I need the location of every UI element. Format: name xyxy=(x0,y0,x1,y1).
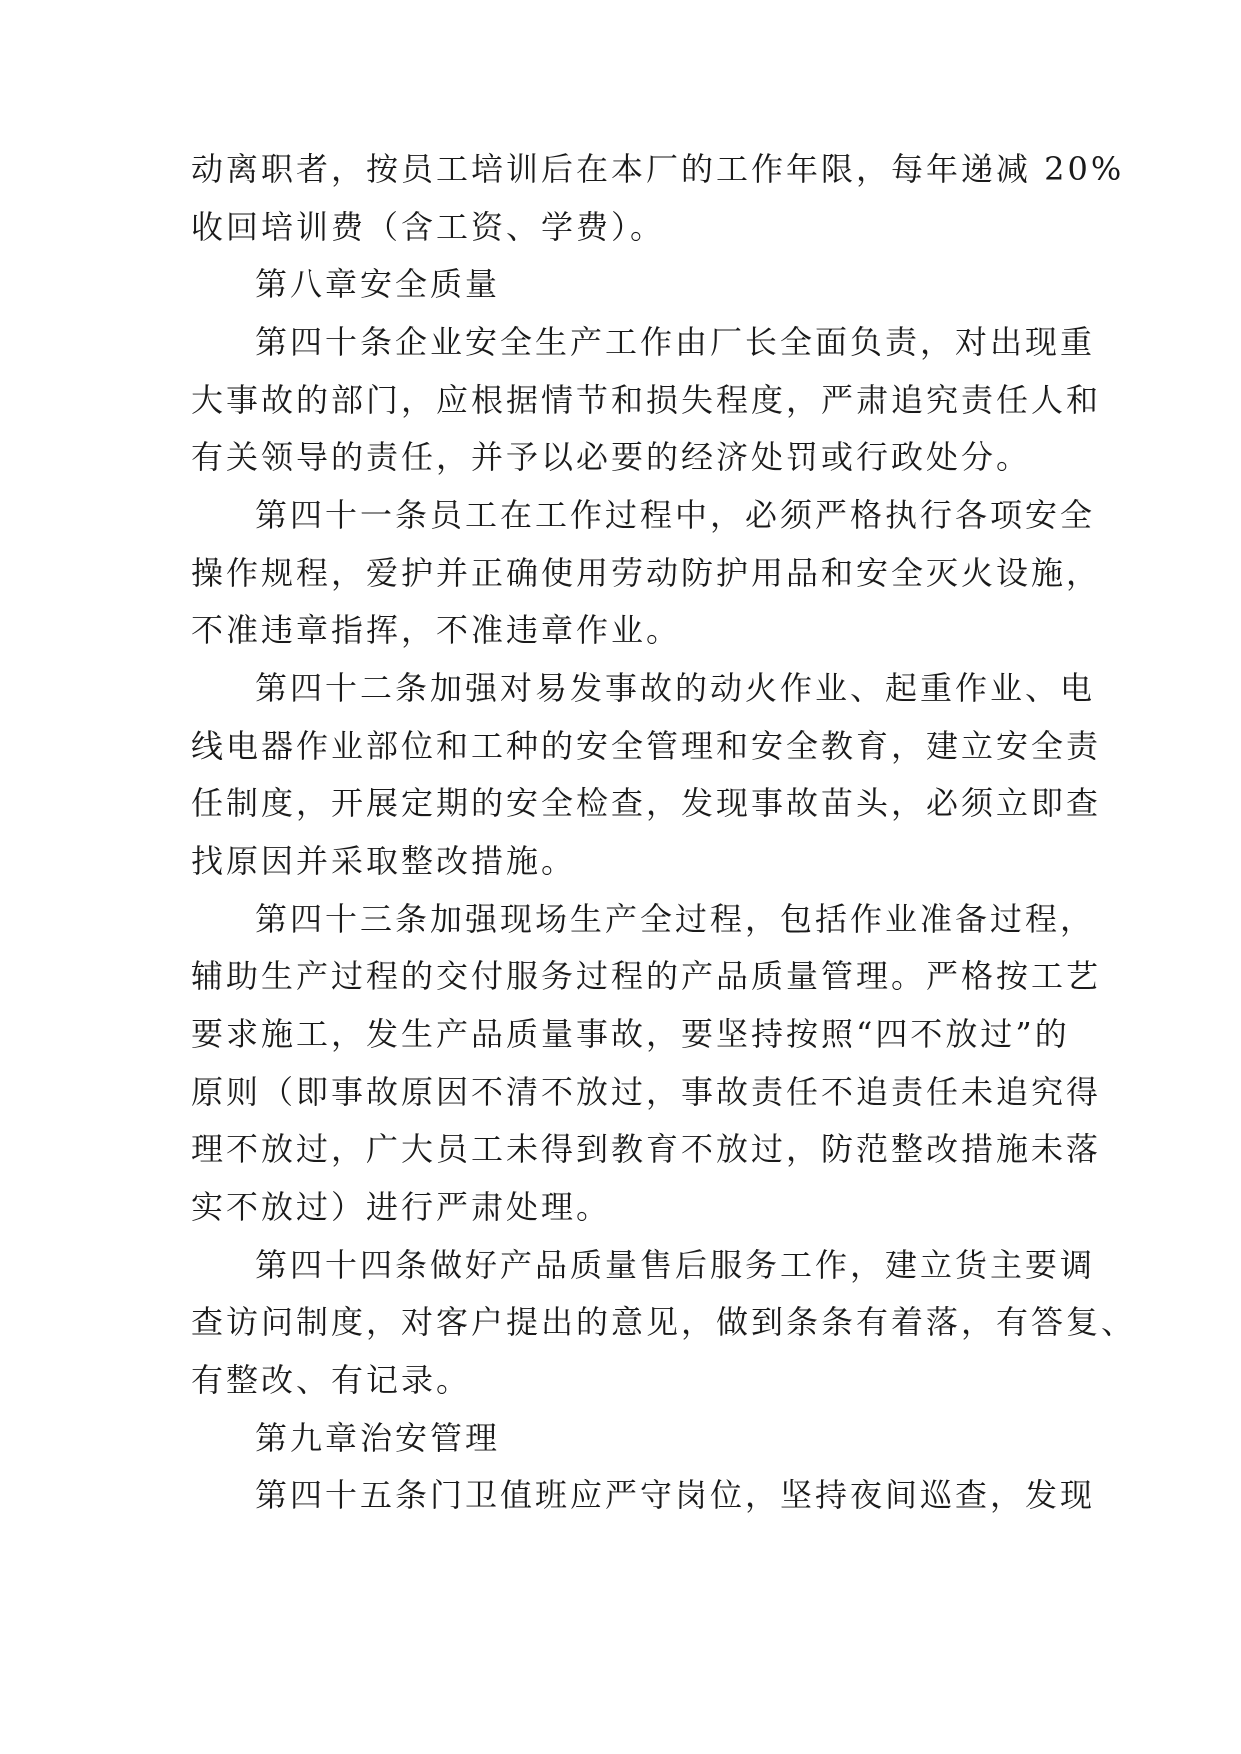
text-line: 辅助生产过程的交付服务过程的产品质量管理。严格按工艺 xyxy=(191,957,1102,995)
text-line: 第四十一条员工在工作过程中，必须严格执行各项安全 xyxy=(255,496,1096,534)
text-line: 原则（即事故原因不清不放过，事故责任不追责任未追究得 xyxy=(191,1073,1102,1111)
text-line: 收回培训费（含工资、学费）。 xyxy=(191,208,666,246)
text-line: 第四十五条门卫值班应严守岗位，坚持夜间巡查，发现 xyxy=(255,1476,1096,1514)
text-line: 任制度，开展定期的安全检查，发现事故苗头，必须立即查 xyxy=(191,784,1102,822)
text-line: 第四十二条加强对易发事故的动火作业、起重作业、电 xyxy=(255,669,1096,707)
text-line: 实不放过）进行严肃处理。 xyxy=(191,1188,612,1226)
text-line: 线电器作业部位和工种的安全管理和安全教育，建立安全责 xyxy=(191,727,1102,765)
text-line: 第四十条企业安全生产工作由厂长全面负责，对出现重 xyxy=(255,323,1096,361)
text-line: 找原因并采取整改措施。 xyxy=(191,842,577,880)
text-line: 大事故的部门，应根据情节和损失程度，严肃追究责任人和 xyxy=(191,381,1102,419)
chapter-heading: 第八章安全质量 xyxy=(255,265,501,303)
chapter-heading: 第九章治安管理 xyxy=(255,1419,501,1457)
text-line: 第四十三条加强现场生产全过程，包括作业准备过程， xyxy=(255,900,1096,938)
text-line: 第四十四条做好产品质量售后服务工作，建立货主要调 xyxy=(255,1246,1096,1284)
text-line: 要求施工，发生产品质量事故，要坚持按照“四不放过”的 xyxy=(191,1015,1070,1053)
text-line: 理不放过，广大员工未得到教育不放过，防范整改措施未落 xyxy=(191,1130,1102,1168)
text-line: 有关领导的责任，并予以必要的经济处罚或行政处分。 xyxy=(191,438,1032,476)
text-line: 动离职者，按员工培训后在本厂的工作年限，每年递减 20% xyxy=(191,150,1125,188)
text-line: 有整改、有记录。 xyxy=(191,1361,472,1399)
text-line: 查访问制度，对客户提出的意见，做到条条有着落，有答复、 xyxy=(191,1303,1137,1341)
text-line: 不准违章指挥，不准违章作业。 xyxy=(191,611,682,649)
text-line: 操作规程，爱护并正确使用劳动防护用品和安全灭火设施， xyxy=(191,554,1102,592)
